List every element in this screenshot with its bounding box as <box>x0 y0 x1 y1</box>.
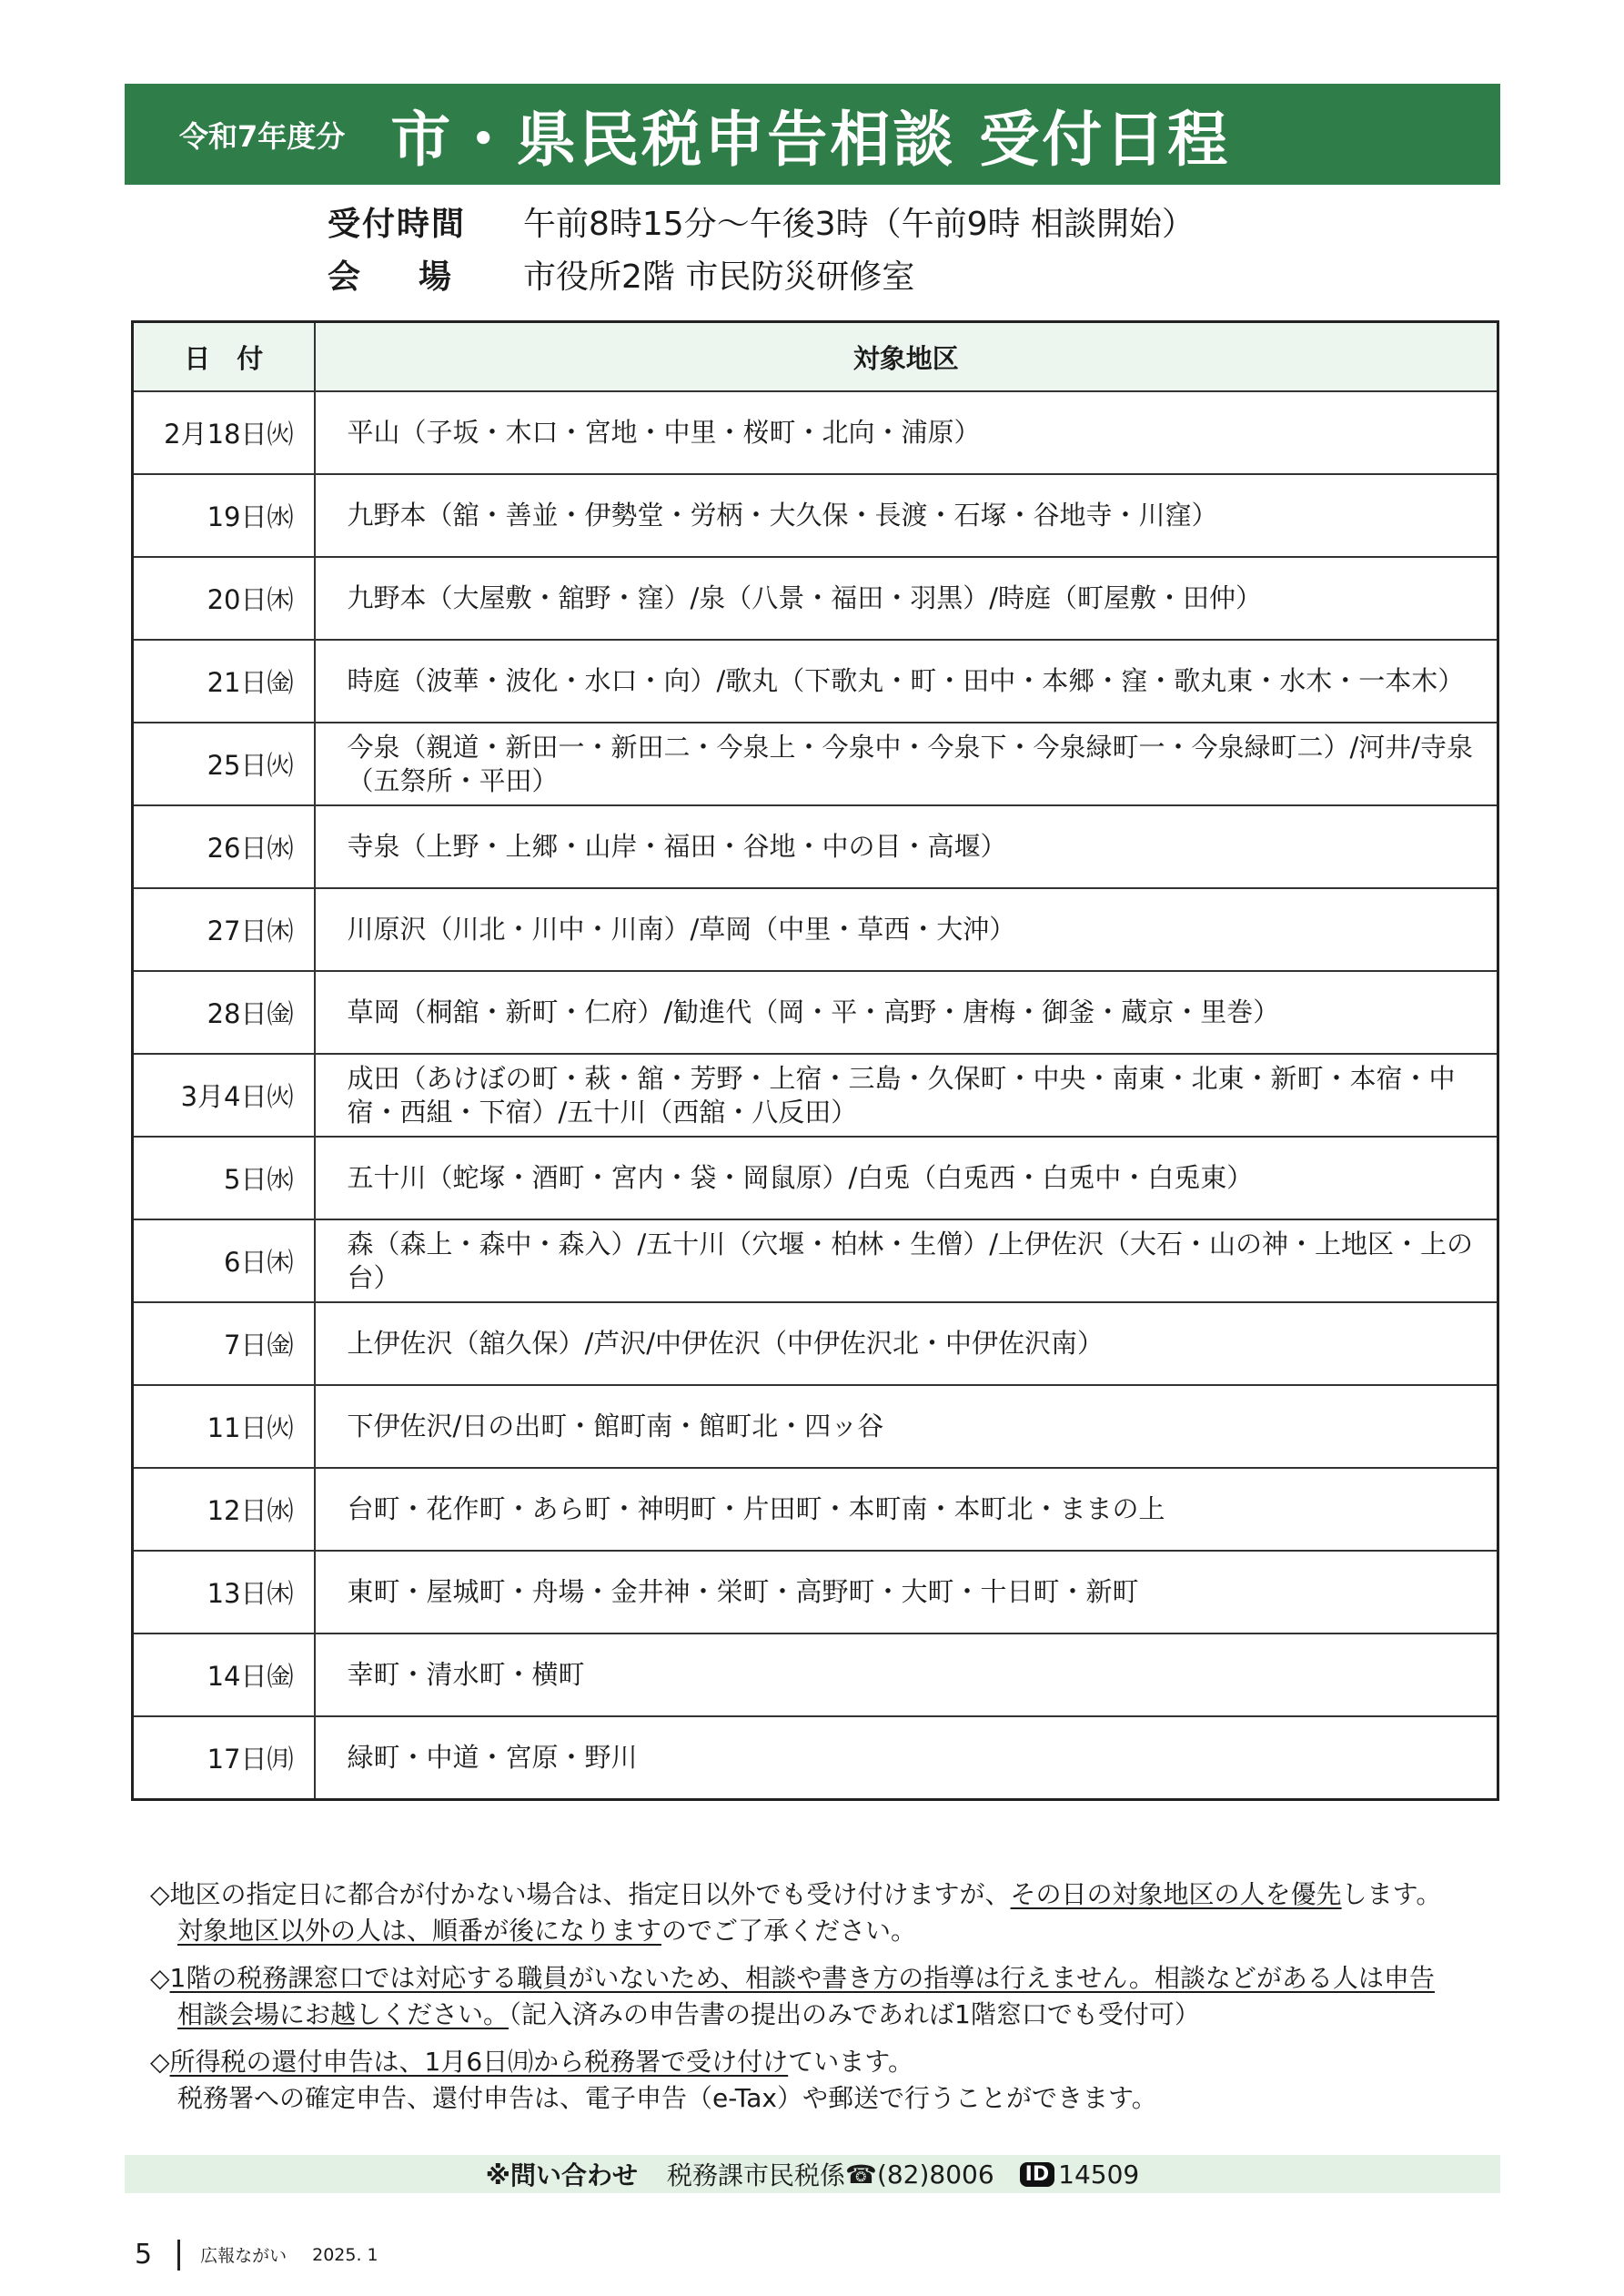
row-area: 九野本（舘・善並・伊勢堂・労柄・大久保・長渡・石塚・谷地寺・川窪） <box>315 474 1498 557</box>
row-area: 草岡（桐舘・新町・仁府）/勧進代（岡・平・高野・唐梅・御釜・蔵京・里巻） <box>315 971 1498 1054</box>
note-emphasis: 相談会場にお越しください。 <box>177 1999 509 2029</box>
table-row <box>133 1385 1498 1468</box>
row-area: 幸町・清水町・横町 <box>315 1633 1498 1716</box>
table-row <box>133 1716 1498 1800</box>
contact-phone: (82)8006 <box>876 2159 994 2190</box>
contact-department: 税務課市民税係 <box>667 2160 846 2190</box>
row-date: 25日㈫ <box>133 723 315 805</box>
row-date: 12日㈬ <box>133 1468 315 1551</box>
row-date: 19日㈬ <box>133 474 315 557</box>
row-date: 14日㈮ <box>133 1633 315 1716</box>
publication-date: 2025. 1 <box>312 2244 378 2265</box>
table-row <box>133 557 1498 640</box>
venue-value: 市役所2階 市民防災研修室 <box>523 258 915 296</box>
row-area: 東町・屋城町・舟場・金井神・栄町・高野町・大町・十日町・新町 <box>315 1551 1498 1633</box>
table-header-row <box>133 322 1498 392</box>
reception-time-row <box>328 198 1195 251</box>
date-column-header: 日 付 <box>133 322 315 392</box>
page-number: 5 <box>135 2239 153 2271</box>
table-row <box>133 1054 1498 1137</box>
note-priority <box>150 1876 1497 1949</box>
table-row <box>133 1302 1498 1385</box>
row-date: 5日㈬ <box>133 1137 315 1219</box>
contact-bar <box>125 2155 1500 2193</box>
row-area: 平山（子坂・木口・宮地・中里・桜町・北向・浦原） <box>315 391 1498 474</box>
note-emphasis: 対象地区以外の人は、順番が後になります <box>177 1916 662 1946</box>
row-date: 20日㈭ <box>133 557 315 640</box>
footer-divider <box>177 2240 180 2271</box>
note-text: （記入済みの申告書の提出のみであれば1階窓口でも受付可） <box>509 1999 1200 2029</box>
page-footer <box>135 2239 378 2271</box>
note-text: ています。 <box>788 2047 913 2077</box>
row-area: 五十川（蛇塚・酒町・宮内・袋・岡鼠原）/白兎（白兎西・白兎中・白兎東） <box>315 1137 1498 1219</box>
table-row <box>133 1219 1498 1302</box>
note-text: ◇ <box>150 2047 170 2077</box>
row-date: 3月4日㈫ <box>133 1054 315 1137</box>
venue-label: 会場 <box>328 258 510 296</box>
table-row <box>133 1468 1498 1551</box>
phone-icon: ☎ <box>845 2159 877 2190</box>
table-row <box>133 1551 1498 1633</box>
note-counter <box>150 1960 1497 2033</box>
note-text: のでご了承ください。 <box>661 1916 917 1946</box>
row-area: 台町・花作町・あら町・神明町・片田町・本町南・本町北・ままの上 <box>315 1468 1498 1551</box>
row-date: 6日㈭ <box>133 1219 315 1302</box>
page-title: 市・県民税申告相談 受付日程 <box>390 105 1231 175</box>
reception-info <box>328 198 1195 304</box>
row-area: 九野本（大屋敷・舘野・窪）/泉（八景・福田・羽黒）/時庭（町屋敷・田仲） <box>315 557 1498 640</box>
row-date: 21日㈮ <box>133 640 315 723</box>
note-text: ◇地区の指定日に都合が付かない場合は、指定日以外でも受け付けますが、 <box>150 1879 1011 1909</box>
row-date: 17日㈪ <box>133 1716 315 1800</box>
note-text: ◇ <box>150 1963 170 1993</box>
reception-time-label: 受付時間 <box>328 206 467 243</box>
venue-row <box>328 251 1195 304</box>
row-area: 下伊佐沢/日の出町・館町南・館町北・四ッ谷 <box>315 1385 1498 1468</box>
note-emphasis: 1階の税務課窓口では対応する職員がいないため、相談や書き方の指導は行えません。相談などがある人は申告 <box>169 1963 1435 1993</box>
row-area: 寺泉（上野・上郷・山岸・福田・谷地・中の目・高堰） <box>315 805 1498 888</box>
note-emphasis: その日の対象地区の人を優先 <box>1010 1879 1342 1909</box>
reception-time-value: 午前8時15分～午後3時（午前9時 相談開始） <box>523 206 1195 243</box>
row-date: 7日㈮ <box>133 1302 315 1385</box>
contact-label: ※問い合わせ <box>485 2160 639 2190</box>
id-icon: ID <box>1020 2162 1054 2187</box>
row-area: 緑町・中道・宮原・野川 <box>315 1716 1498 1800</box>
row-date: 26日㈬ <box>133 805 315 888</box>
title-banner <box>125 84 1500 185</box>
row-area: 上伊佐沢（舘久保）/芦沢/中伊佐沢（中伊佐沢北・中伊佐沢南） <box>315 1302 1498 1385</box>
row-area: 森（森上・森中・森入）/五十川（穴堰・柏林・生僧）/上伊佐沢（大石・山の神・上地区・上の台） <box>315 1219 1498 1302</box>
table-row <box>133 391 1498 474</box>
note-text: 税務署への確定申告、還付申告は、電子申告（e-Tax）や郵送で行うことができます。 <box>177 2083 1157 2113</box>
row-date: 2月18日㈫ <box>133 391 315 474</box>
row-area: 時庭（波華・波化・水口・向）/歌丸（下歌丸・町・田中・本郷・窪・歌丸東・水木・一本木） <box>315 640 1498 723</box>
fiscal-year-label: 令和7年度分 <box>179 118 346 154</box>
note-emphasis: 所得税の還付申告は、1月6日㈪から税務署で受け付け <box>169 2047 789 2077</box>
row-area: 今泉（親道・新田一・新田二・今泉上・今泉中・今泉下・今泉緑町一・今泉緑町二）/河井/寺泉（五祭所・平田） <box>315 723 1498 805</box>
table-row <box>133 1137 1498 1219</box>
table-row <box>133 888 1498 971</box>
note-text: します。 <box>1341 1879 1442 1909</box>
row-area: 成田（あけぼの町・萩・舘・芳野・上宿・三島・久保町・中央・南東・北東・新町・本宿・中宿・西組・下宿）/五十川（西舘・八反田） <box>315 1054 1498 1137</box>
row-date: 27日㈭ <box>133 888 315 971</box>
note-refund <box>150 2044 1497 2117</box>
table-row <box>133 723 1498 805</box>
row-area: 川原沢（川北・川中・川南）/草岡（中里・草西・大沖） <box>315 888 1498 971</box>
contact-id-number: 14509 <box>1058 2159 1140 2190</box>
row-date: 13日㈭ <box>133 1551 315 1633</box>
schedule-table <box>131 320 1499 1801</box>
table-row <box>133 1633 1498 1716</box>
row-date: 11日㈫ <box>133 1385 315 1468</box>
table-row <box>133 805 1498 888</box>
table-row <box>133 640 1498 723</box>
row-date: 28日㈮ <box>133 971 315 1054</box>
area-column-header: 対象地区 <box>315 322 1498 392</box>
publication-name: 広報ながい <box>200 2246 287 2266</box>
table-row <box>133 971 1498 1054</box>
notes-section <box>150 1876 1497 2128</box>
table-row <box>133 474 1498 557</box>
